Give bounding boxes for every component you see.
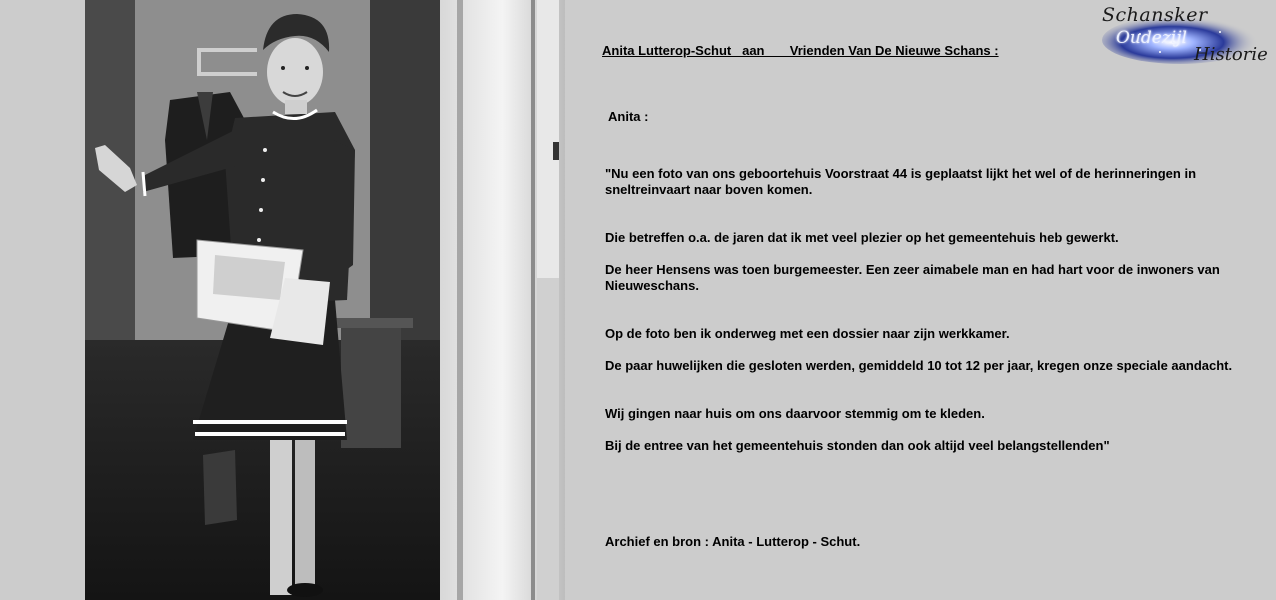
- site-logo[interactable]: [1100, 4, 1270, 68]
- page-heading: Anita Lutterop-Schut aan Vrienden Van De Nieuwe Schans :: [602, 43, 999, 58]
- speaker-label: Anita :: [608, 109, 649, 124]
- paragraph: De paar huwelijken die gesloten werden, gemiddeld 10 tot 12 per jaar, kregen onze speciale aandacht.: [605, 358, 1233, 373]
- logo-text-oudezijl: Oudezijl: [1116, 28, 1187, 48]
- paragraph: Bij de entree van het gemeentehuis stonden dan ook altijd veel belangstellenden": [605, 438, 1110, 453]
- historic-photo: [85, 0, 565, 600]
- paragraph: Op de foto ben ik onderweg met een dossier naar zijn werkkamer.: [605, 326, 1010, 341]
- logo-text-historie: Historie: [1194, 44, 1268, 65]
- paragraph: De heer Hensens was toen burgemeester. Een zeer aimabele man en had hart voor de inwoners van Nieuweschans.: [605, 262, 1220, 293]
- paragraph: Die betreffen o.a. de jaren dat ik met veel plezier op het gemeentehuis heb gewerkt.: [605, 230, 1119, 245]
- paragraph: Wij gingen naar huis om ons daarvoor stemmig om te kleden.: [605, 406, 985, 421]
- logo-text-schansker: Schansker: [1102, 4, 1208, 26]
- paragraph: "Nu een foto van ons geboortehuis Voorstraat 44 is geplaatst lijkt het wel of de herinneringen in sneltreinvaart naar boven komen.: [605, 166, 1197, 197]
- source-credit: Archief en bron : Anita - Lutterop - Schut.: [605, 534, 861, 549]
